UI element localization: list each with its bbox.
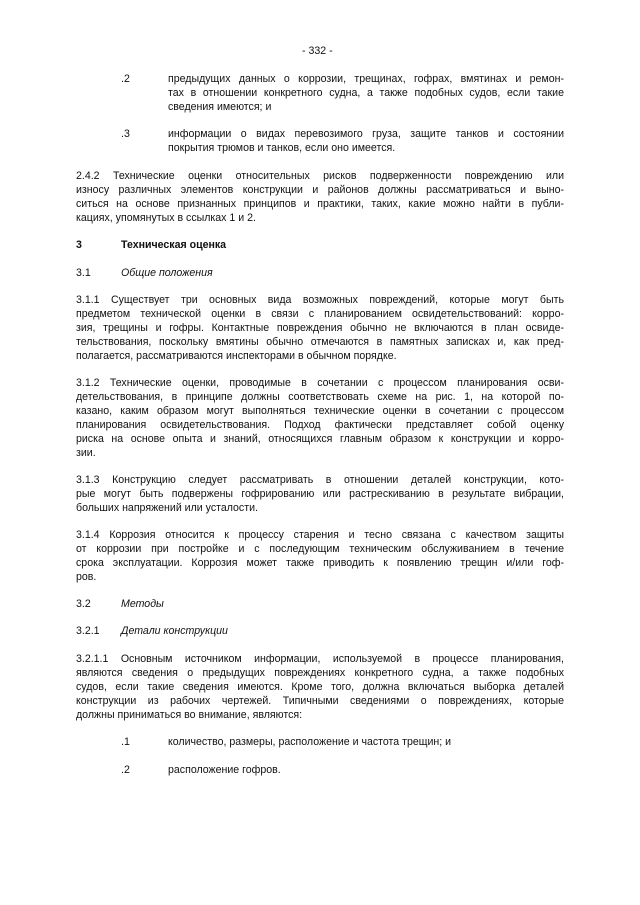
list-item-text: количество, размеры, расположение и частота трещин; и [168,736,452,748]
text-line: детельствования, в принципе должны соответствовать схеме на рис. 1, на которой по- [76,391,564,403]
text-line: 3.1.1 Существует три основных вида возможных повреждений, которые могут быть [76,294,564,306]
list-item-number: .2 [121,764,130,776]
text-line: судов, если такие сведения имеются. Кроме того, должна включаться выборка деталей [76,681,564,693]
text-line: от коррозии при постройке и с последующим техническим обслуживанием в течение [76,543,564,555]
subsection-heading: Методы [121,598,164,610]
text-line: должны приниматься во внимание, являются: [76,709,303,721]
list-item-number: .2 [121,73,130,85]
text-line: ситься на основе признанных принципов и практики, таких, какие можно найти в публи- [76,198,564,210]
section-number: 3 [76,239,82,251]
text-line: 3.1.3 Конструкцию следует рассматривать в отношении деталей конструкции, кото- [76,474,564,486]
text-line: зия, трещины и гофры. Контактные повреждения обычно не включаются в план освиде- [76,322,564,334]
text-line: сведения имеются; и [168,101,272,113]
text-line: предыдущих данных о коррозии, трещинах, гофрах, вмятинах и ремон- [168,73,564,85]
page-number: - 332 - [302,45,333,57]
text-line: покрытия трюмов и танков, если оно имеется. [168,142,396,154]
text-line: конструкции из рабочих чертежей. Типичными сведениями о повреждениях, которые [76,695,564,707]
text-line: полагается, рассматриваются инспекторами в обычном порядке. [76,350,397,362]
text-line: тельствования, поскольку вмятины обычно отмечаются в памятных записках и, как пред- [76,336,564,348]
text-line: зии. [76,447,96,459]
text-line: 2.4.2 Технические оценки относительных рисков подверженности повреждению или [76,170,564,182]
subsection-number: 3.1 [76,267,91,279]
text-line: 3.1.4 Коррозия относится к процессу старения и тесно связана с качеством защиты [76,529,564,541]
text-line: рые могут быть подвержены гофрированию или растрескиванию в результате вибрации, [76,488,564,500]
text-line: являются сведения о предыдущих повреждениях конкретного судна, а также подобных [76,667,564,679]
section-heading: Техническая оценка [121,239,227,251]
subsection-number: 3.2 [76,598,91,610]
text-line: планирования освидетельствования. Подход фактически представляет собой оценку [76,419,564,431]
text-line: 3.1.2 Технические оценки, проводимые в сочетании с процессом планирования осви- [76,377,564,389]
text-line: тах в отношении конкретного судна, а также подобных судов, если такие [168,87,564,99]
list-item-number: .3 [121,128,130,140]
text-line: 3.2.1.1 Основным источником информации, используемой в процессе планирования, [76,653,564,665]
subsection-heading: Общие положения [121,267,213,279]
text-line: информации о видах перевозимого груза, защите танков и состоянии [168,128,564,140]
text-line: срока эксплуатации. Коррозия может также приводить к появлению трещин и/или гоф- [76,557,564,569]
text-line: риска на основе опыта и знаний, относящихся главным образом к конструкции и корро- [76,433,564,445]
text-line: износу различных элементов конструкции и районов должны рассматриваться и выно- [76,184,564,196]
text-line: предметом технической оценки в связи с планированием освидетельствований: корро- [76,308,564,320]
list-item-text: расположение гофров. [168,764,281,776]
subsection-heading: Детали конструкции [121,625,228,637]
subsection-number: 3.2.1 [76,625,100,637]
text-line: ров. [76,571,97,583]
text-line: больших напряжений или усталости. [76,502,258,514]
text-line: казано, каким образом могут выполняться технические оценки в сочетании с процессом [76,405,564,417]
list-item-number: .1 [121,736,130,748]
text-line: кациях, упомянутых в ссылках 1 и 2. [76,212,256,224]
